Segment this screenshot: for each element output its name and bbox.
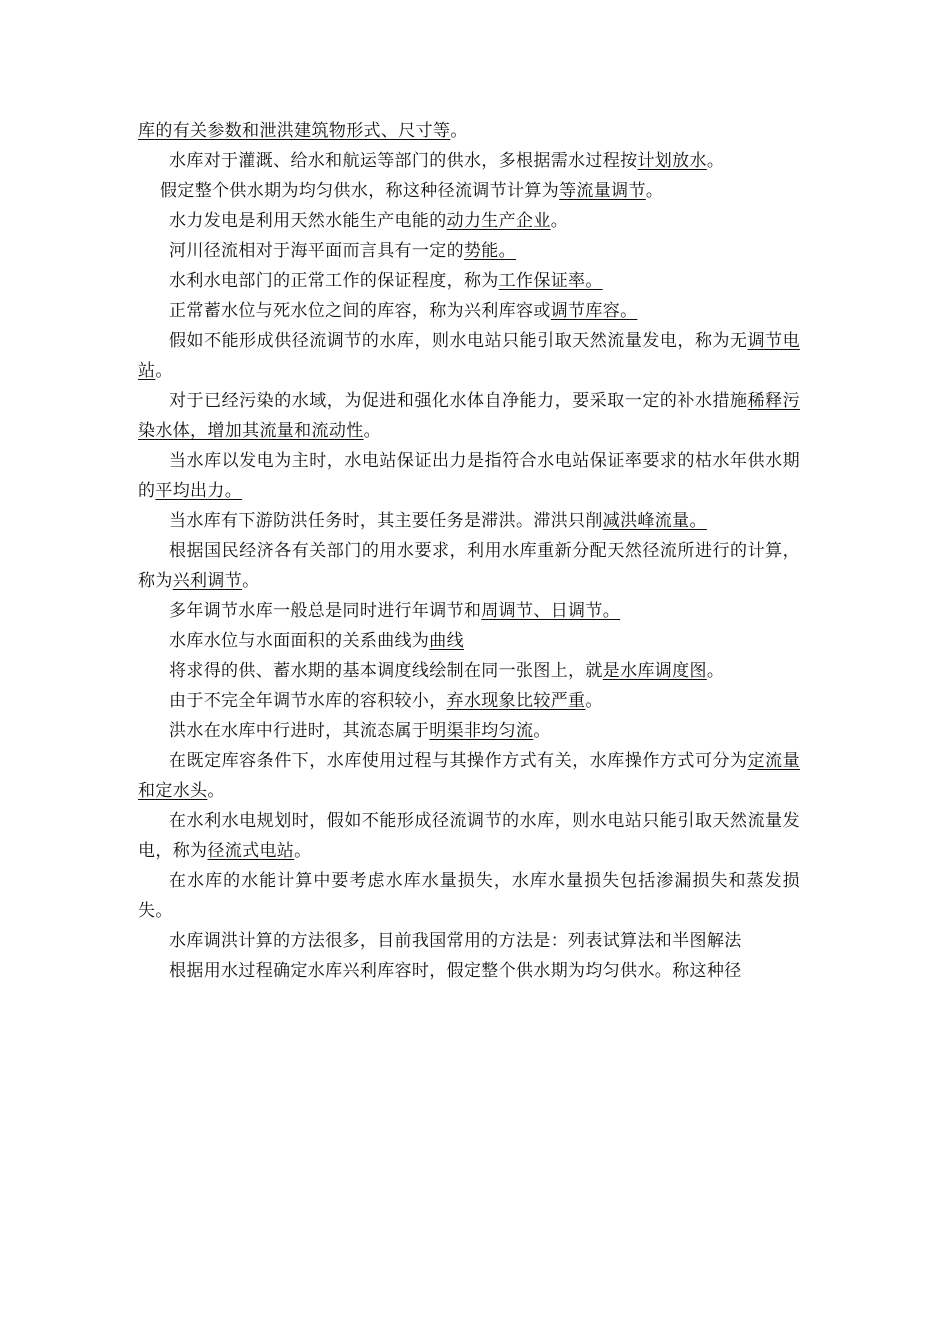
paragraph-text: 。 xyxy=(155,361,173,381)
paragraph xyxy=(138,866,800,926)
underlined-answer: 等流量调节 xyxy=(559,181,646,201)
paragraph-text: 正常蓄水位与死水位之间的库容，称为兴利库容或 xyxy=(169,301,551,321)
paragraph-text: 根据国民经济各有关部门的用水要求，利用水库重新分配天然径流所进行的计算，称为 xyxy=(138,541,800,591)
underlined-answer: 兴利调节 xyxy=(172,571,243,591)
paragraph-text: 根据用水过程确定水库兴利库容时，假定整个供水期为均匀供水。称这种径 xyxy=(169,961,742,981)
paragraph xyxy=(138,326,800,386)
paragraph xyxy=(138,266,800,296)
paragraph xyxy=(138,926,800,956)
underlined-answer: 动力生产企业 xyxy=(446,211,551,231)
underlined-answer: 周调节、日调节。 xyxy=(481,601,621,621)
paragraph-text: 对于已经污染的水域，为促进和强化水体自净能力，要采取一定的补水措施 xyxy=(169,391,748,411)
underlined-answer: 径流式电站 xyxy=(207,841,295,861)
underlined-answer: 平均出力。 xyxy=(155,481,243,501)
paragraph-text: 。 xyxy=(706,151,725,171)
paragraph xyxy=(138,446,800,506)
paragraph-text: 。 xyxy=(242,571,260,591)
paragraph xyxy=(138,176,800,206)
paragraph xyxy=(138,626,800,656)
paragraph-text: 。 xyxy=(533,721,551,741)
underlined-answer: 调节库容。 xyxy=(550,301,638,321)
paragraph xyxy=(138,506,800,536)
paragraph xyxy=(138,386,800,446)
underlined-answer: 稀释污染水体，增加其流量和流动性 xyxy=(138,391,800,441)
paragraph-text: 。 xyxy=(294,841,312,861)
paragraph-text: 。 xyxy=(706,661,725,681)
paragraph-text: 洪水在水库中行进时，其流态属于 xyxy=(169,721,430,741)
underlined-answer: 调节电站 xyxy=(138,331,800,381)
paragraph-text: 。 xyxy=(585,691,603,711)
paragraph-text: 将求得的供、蓄水期的基本调度线绘制在同一张图上，就 xyxy=(169,661,603,681)
underlined-answer: 明渠非均匀流 xyxy=(429,721,534,741)
paragraph-text: 。 xyxy=(550,211,569,231)
paragraph-text: 当水库以发电为主时，水电站保证出力是指符合水电站保证率要求的枯水年供水期的 xyxy=(138,451,800,501)
paragraph-text: 水库水位与水面面积的关系曲线为 xyxy=(169,631,430,651)
underlined-answer: 计划放水 xyxy=(637,151,707,171)
paragraph xyxy=(138,686,800,716)
underlined-answer: 是水库调度图 xyxy=(602,661,707,681)
paragraph-text: 在既定库容条件下，水库使用过程与其操作方式有关，水库操作方式可分为 xyxy=(169,751,748,771)
document-body xyxy=(138,116,800,986)
paragraph xyxy=(138,536,800,596)
underlined-answer: 减洪峰流量。 xyxy=(602,511,707,531)
paragraph-text: 水库调洪计算的方法很多，目前我国常用的方法是：列表试算法和半图解法 xyxy=(169,931,742,951)
paragraph xyxy=(138,116,800,146)
paragraph-text: 水库对于灌溉、给水和航运等部门的供水，多根据需水过程按 xyxy=(169,151,638,171)
underlined-answer: 曲线 xyxy=(429,631,464,651)
paragraph-text: 由于不完全年调节水库的容积较小， xyxy=(169,691,447,711)
paragraph-text: 。 xyxy=(645,181,664,201)
paragraph-text: 在水利水电规划时，假如不能形成径流调节的水库，则水电站只能引取天然流量发电，称为 xyxy=(138,811,800,861)
paragraph-text: 水力发电是利用天然水能生产电能的 xyxy=(169,211,447,231)
paragraph xyxy=(138,716,800,746)
paragraph-text: 当水库有下游防洪任务时，其主要任务是滞洪。滞洪只削 xyxy=(169,511,603,531)
paragraph xyxy=(138,236,800,266)
paragraph xyxy=(138,806,800,866)
underlined-answer: 工作保证率。 xyxy=(498,271,603,291)
underlined-answer: 定流量和定水头 xyxy=(138,751,800,801)
paragraph xyxy=(138,656,800,686)
paragraph-text: 水利水电部门的正常工作的保证程度，称为 xyxy=(169,271,499,291)
underlined-answer: 势能。 xyxy=(463,241,517,261)
paragraph xyxy=(138,596,800,626)
paragraph-text: 。 xyxy=(363,421,381,441)
paragraph xyxy=(138,956,800,986)
paragraph xyxy=(138,746,800,806)
underlined-answer: 库的有关参数和泄洪建筑物形式、尺寸等 xyxy=(138,121,451,141)
paragraph-text: 在水库的水能计算中要考虑水库水量损失，水库水量损失包括渗漏损失和蒸发损失。 xyxy=(138,871,800,921)
paragraph-text: 。 xyxy=(450,121,468,141)
paragraph xyxy=(138,146,800,176)
paragraph xyxy=(138,296,800,326)
paragraph-text: 假如不能形成供径流调节的水库，则水电站只能引取天然流量发电，称为无 xyxy=(169,331,748,351)
underlined-answer: 弃水现象比较严重 xyxy=(446,691,586,711)
paragraph-text: 多年调节水库一般总是同时进行年调节和 xyxy=(169,601,482,621)
paragraph xyxy=(138,206,800,236)
paragraph-text: 河川径流相对于海平面而言具有一定的 xyxy=(169,241,464,261)
paragraph-text: 。 xyxy=(207,781,225,801)
paragraph-text: 假定整个供水期为均匀供水，称这种径流调节计算为 xyxy=(160,181,560,201)
